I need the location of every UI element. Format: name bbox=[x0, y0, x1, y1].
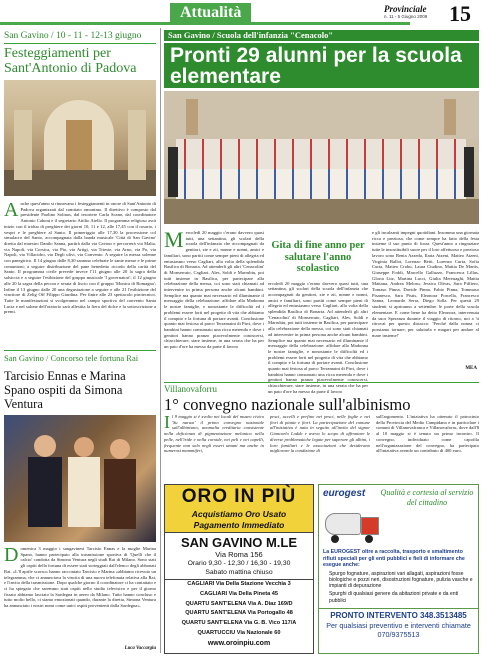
ad-oro-city: SAN GAVINO M.LE bbox=[180, 535, 298, 550]
article-kicker: San Gavino / Concorso tele fortuna Rai bbox=[4, 353, 139, 363]
ad-oro-branch: QUARTU SANT'ELENA Via G. B. Vico 117/A bbox=[181, 620, 297, 627]
article-festeggiamenti bbox=[4, 30, 156, 345]
main-text-col2 bbox=[268, 230, 368, 394]
ad-oro-branch: QUARTU SANT'ELENA Via Portogallo 48 bbox=[185, 610, 293, 617]
main-col2-text: ercoledì 20 maggio c'erano davvero quasi tutti, una settantina, gli scolari della scuola dell'infanzia che accompagnati da genitori, zie e zii, nonne e nonni, amici e familiari, sono partiti come sempre pieni di allegria ed entusiasmo verso Cagliari, alla volta della splendida Basilica di Bonaria. Ad attenderli gli altri 'Cenacolini' di Monserrato, Cagliari, Ales, Soldi e Marrubiu, poi tutti insieme in Basilica, per partecipare alla celebrazione della messa, coi sono stati chiamati ad intervenire in prima persona anche alcuni bambini. Semplice ma quanto mai necessario ed illuminante il messaggio della celebrazione: affidare alla Madonna le nostre famiglie, e nonostante le difficoltà ed i problemi essere forti nel progetto di vita che abbiamo il compito e la fortuna di portare avanti. Conclusione quanto mai festosa al parco Terramaini di Pirri, dove i bambini hanno consumato una ricca merenda e dove i genitori hanno pranzo piacevolmente conoscersi, chiacchierare, stare insieme, in una serata che ha per un paio d'ore ha messo da parte il lavoro bbox=[268, 280, 368, 394]
eurogest-text: La EUROGEST oltre a raccolta, trasporto e smaltimento rifiuti speciali per gli enti pubblici e fieli di informare che esegue anche: bbox=[323, 549, 465, 568]
ad-oro-header bbox=[165, 485, 313, 533]
ad-oro-branch: QUARTUCCIU Via Nazionale 60 bbox=[197, 629, 281, 636]
pull-quote: Gita di fine anno per salutare l'anno scolastico bbox=[271, 240, 365, 274]
ad-oro-branch: CAGLIARI Via Della Pineta 45 bbox=[200, 590, 278, 597]
ad-oro-in-piu[interactable] bbox=[164, 484, 314, 654]
truck-illustration bbox=[325, 507, 381, 545]
main-col1-text: ercoledì 20 maggio c'erano davvero quasi tutti, una settantina, gli scolari della scuola dell'infanzia che accompagnati da genitori, zie e zii, nonne e nonni, amici e familiari, sono partiti come sempre pieni di allegria ed entusiasmo verso Cagliari, alla volta della splendida Basilica di Bonaria. Ad attenderli gli altri 'Cenacolini' di Monserrato, Cagliari, Ales, Soldi e Marrubiu, poi tutti insieme in Basilica, per partecipare alla celebrazione della messa, coi sono stati chiamati ad intervenire in prima persona anche alcuni bambini. Semplice ma quanto mai necessario ed illuminante il messaggio della celebrazione: affidare alla Madonna le nostre famiglie, e nonostante le difficoltà ed i problemi essere forti nel progetto di vita che abbiamo il compito e la fortuna di portare avanti. Conclusione quanto mai festosa al parco Terramaini di Pirri, dove i bambini hanno consumato una ricca merenda e dove i genitori hanno pranzo piacevolmente conoscersi, chiacchierare, stare insieme, in una serata che ha per un paio d'ore ha messo da parte il lavoro bbox=[164, 230, 264, 350]
column-rule bbox=[160, 28, 161, 653]
ad-oro-line1: Acquistiamo Oro Usato bbox=[191, 509, 287, 519]
albinism-col2: pesci, uccelli e perfino nei pesci, nelle foglie e nei fiori di piante e fiori. La partecipazione del comune all'iniziativa è nata in seguito all'invito del signor Giancarlo Lodde e aveva lo scopo di affrontare le diverse problematiche legate per superare gli albini, i loro familiari e le associazioni che desiderano migliorare la condizione di bbox=[270, 414, 370, 454]
divider bbox=[164, 382, 479, 383]
article-kicker: San Gavino / 10 - 11 - 12-13 giugno bbox=[4, 31, 142, 41]
article-tarcisio bbox=[4, 350, 156, 652]
studio-photo bbox=[4, 415, 156, 542]
eurogest-preventivo: Per qualsiasi preventivo e interventi chiamate 070/9375513 bbox=[326, 620, 471, 639]
eurogest-slogan: Qualità e cortesia al servizio del cittadino bbox=[380, 488, 474, 507]
article-location: Villanovaforru bbox=[164, 384, 217, 394]
eurogest-bullet: Spurghi di qualsiasi genere da abitazioni private e da enti pubblici bbox=[329, 591, 459, 604]
church-photo bbox=[4, 80, 156, 196]
eurogest-bullet: Spurgo fognature, aspirazioni vari allagati, aspirazioni fosse biologiche e pozzi neri, disostruzioni fognature, pulizia vasche e impianti di depurazione bbox=[329, 570, 473, 590]
divider bbox=[4, 43, 156, 44]
issue-date: n. 11 - 5 Giugno 2009 bbox=[384, 14, 428, 19]
class-photo bbox=[164, 91, 479, 224]
albinism-col1-text: l 9 maggio si è svolto nei locali del museo civico 'Su nuraxi' il primo convegno nazionale sull'albinismo, anomalia ereditaria consistente nella deficienza di pigmentazione melanica nella pelle, nell'iride e nella coroide, nei peli e nei capelli, frequente non solo negli esseri umani ma anche in numerosi mammiferi, bbox=[164, 414, 264, 454]
section-title: Attualità bbox=[170, 3, 251, 22]
ad-oro-hours2: Sabato mattina chiuso bbox=[165, 568, 313, 580]
ad-eurogest-top bbox=[319, 485, 478, 549]
dropcap: D bbox=[4, 544, 19, 566]
ad-oro-branch: QUARTU SANT'ELENA Via A. Diaz 169/D bbox=[185, 600, 293, 607]
ad-oro-brand: ORO IN PIÙ bbox=[181, 486, 297, 507]
ad-eurogest[interactable] bbox=[318, 484, 479, 654]
eurogest-logo: eurogest bbox=[323, 488, 366, 499]
article-body: omenica 3 maggio i sangavinesi Tarcisio Ennas e la moglie Marina Spano, hanno partecipato alla trasmissione sportiva di 'Quelli che il calcio' condotta da Simona Ventura negli studi Rai di Milano. Sono stati gli ospiti della fortuna di essere stati sorteggiati dall'elenco degli abbonati Rai. «L'8 aprile scorso» hanno raccontato Tarcisio e Marina «abbiamo ricevuto un telegramma, che ci annunciava la vincita di una nuova telefonata relativa alla Rai, e l'invito della trasmissione. Dopo qualche giorno il coordinatore ci ha contattato e ci ha spiegato che saremmo stati ospiti nello studio televisivo e per il giorno fissato abbiamo lasciato la Sardegna in aereo da Milano. Tutto hanno concluso e tutto molto bello, ci siamo emozionati quando, durante la diretta, Simona Ventura ha annunciato i nostri nomi come unici ospiti provenienti dalla Sardegna». bbox=[4, 546, 156, 609]
page-number: 15 bbox=[449, 1, 471, 26]
main-text-col1 bbox=[164, 227, 264, 365]
albinism-col3: sull'argomento. L'iniziativa ha ottenuto il patrocinio della Provincia del Medio Campidano e in particolare i comuni di Villanovafranca e Villanovaforru, dove dall'8 al 10 maggio si è tenuto un primo incontro. Il convegno, individuato come capofila nell'organizzazione del convegno, ha partecipato all'iniziativa avendo un contributo di 400 euro. bbox=[376, 414, 479, 454]
article-body: nche quest'anno si rinnovano i festeggiamenti in onore di Sant'Antonio di Padova organizzati dal comitato omonimo. Il direttivo è composto dal presidente Paolino Solinas, dal tesoriere Carla Scano, dal coordinatore Antonio Caboni e il segretario Attilio Aiello. Il programma religioso avrà inizio con il triduo di preghiere dei giorni 10, 11 e 12, alle 17,45 con il rosario, i vespri e le preghiere al Santo. Il pomeriggio alle 17,30 la processione col simulacro del Santo, accompagnata dalla banda musicale 'Città di San Gavino' diretta dal maestro Danilo Sanna, partirà dalla via Cavour e percorrerà via Malta, via Napoli, via Corsica, via Pio, via Artigi, via Trieste, via Arno, via Po, via Napoli, via Villacidro, via Degli ulivi, via Convento. A seguire la messa solenne con panegirico. Il 14 giugno dalle 8,30 saranno celebrate le sante messe e le prime comunioni; a seguire distribuzione del pane benedetto ricordo della carità del Santo. Il programma civile prevede invece l'11 giugno alle 20 la sagra della salsiccia e a seguire l'esibizione del gruppo musicale 'I governatori'; il 12 giugno alle 20 la sagra della pecora e serata di liscio con il gruppo 'Monica di Romagna'; Infine il 13 giugno dalle 20 una degustazione a seguire e alle 21 l'esibizione del vincitore di Zelig Off Filippo Giardina. Per finire alle 23 spettacolo pirotecnico. Tutte le manifestazioni si svolgeranno nel campo sportivo del convento Santa Lucia e nel salone dell'oratorio sarà allestita la fiera del dolce e la sottoscrizione a premi. bbox=[4, 201, 156, 315]
dropcap: A bbox=[4, 199, 19, 221]
divider bbox=[4, 350, 156, 351]
article-title: 1° convegno nazionale sull'albinismo bbox=[164, 395, 411, 414]
ad-oro-web-link[interactable]: www.oroinpiu.com bbox=[207, 639, 271, 647]
header-bar bbox=[0, 0, 482, 26]
dropcap: M bbox=[164, 227, 184, 252]
ad-oro-address: Via Roma 156 bbox=[215, 550, 263, 559]
article-title: Pronti 29 alunni per la scuola elementare bbox=[164, 43, 479, 88]
brand-logo: Provinciale bbox=[384, 4, 427, 14]
main-col3-text: e gli incalzanti impegni quotidiani. Insomma una giornata ricca e preziosa, che come sempre ha fatto della festa insieme il suo punto di forza. Quest'anno a ringraziare tutte le insostituibili suore per il loro affettuoso e prezioso lavoro sono Benia Azzeda, Ilaria Atzeni, Matteo Atzeni, Virginia Balloi, Lorenzo Betti, Lorenzo Curta, Sofia Curta, Matteo Crobu, Laura Ciudina, Mattia De Martis, Giuseppe Foddi, Marcello Galluzzo, Francesca Lillus, Gloria Litz, Martina Lucci, Giulia Mereuaghi, Mattia Mattana, Andrea Melosu, Jessica Olivas, Sara Piffiero, Tomaso Pinna, Davide Pinna, Fabio Pinna, Tommaso Pisanesco, Sara Pistis, Eleonora Porcella, Francesco Sanna, Leonardo Serra, Diego Solla. Per questi 29 studenti si apriranno a settembre le porte della scuola elementare. E come bene ha detto Eleonora, intervenuta da suor Speranza durante il viaggio di ritorno, noi a 'ti ritrovai per questo distacco: 'Perché dalla nonna ci possiamo tornare, per salutarla e magari per andare al mare insieme!' bbox=[372, 230, 479, 338]
article-author: MEA bbox=[465, 366, 477, 371]
article-title: Tarcisio Ennas e Marina Spano ospiti da Simona Ventura bbox=[4, 369, 126, 411]
eurogest-pronto: PRONTO INTERVENTO 348.3513485 bbox=[319, 608, 478, 620]
dropcap: I bbox=[164, 412, 170, 432]
article-author: Luca Vaccargiu bbox=[124, 646, 156, 651]
albinism-col1 bbox=[164, 414, 264, 478]
article-title: Festeggiamenti per Sant'Antonio di Padova bbox=[4, 46, 137, 76]
header-rule bbox=[0, 22, 410, 25]
article-albinismo bbox=[164, 382, 479, 480]
article-kicker: San Gavino / Scuola dell'infanzia "Cenacolo" bbox=[164, 30, 479, 41]
ad-oro-hours: Orario 9,30 - 12,30 / 16,30 - 19,30 bbox=[187, 560, 291, 567]
ad-oro-branch: CAGLIARI Via Della Stazione Vecchia 3 bbox=[187, 581, 291, 587]
main-text-col3 bbox=[372, 230, 479, 365]
ad-oro-line2: Pagamento Immediato bbox=[193, 520, 285, 530]
